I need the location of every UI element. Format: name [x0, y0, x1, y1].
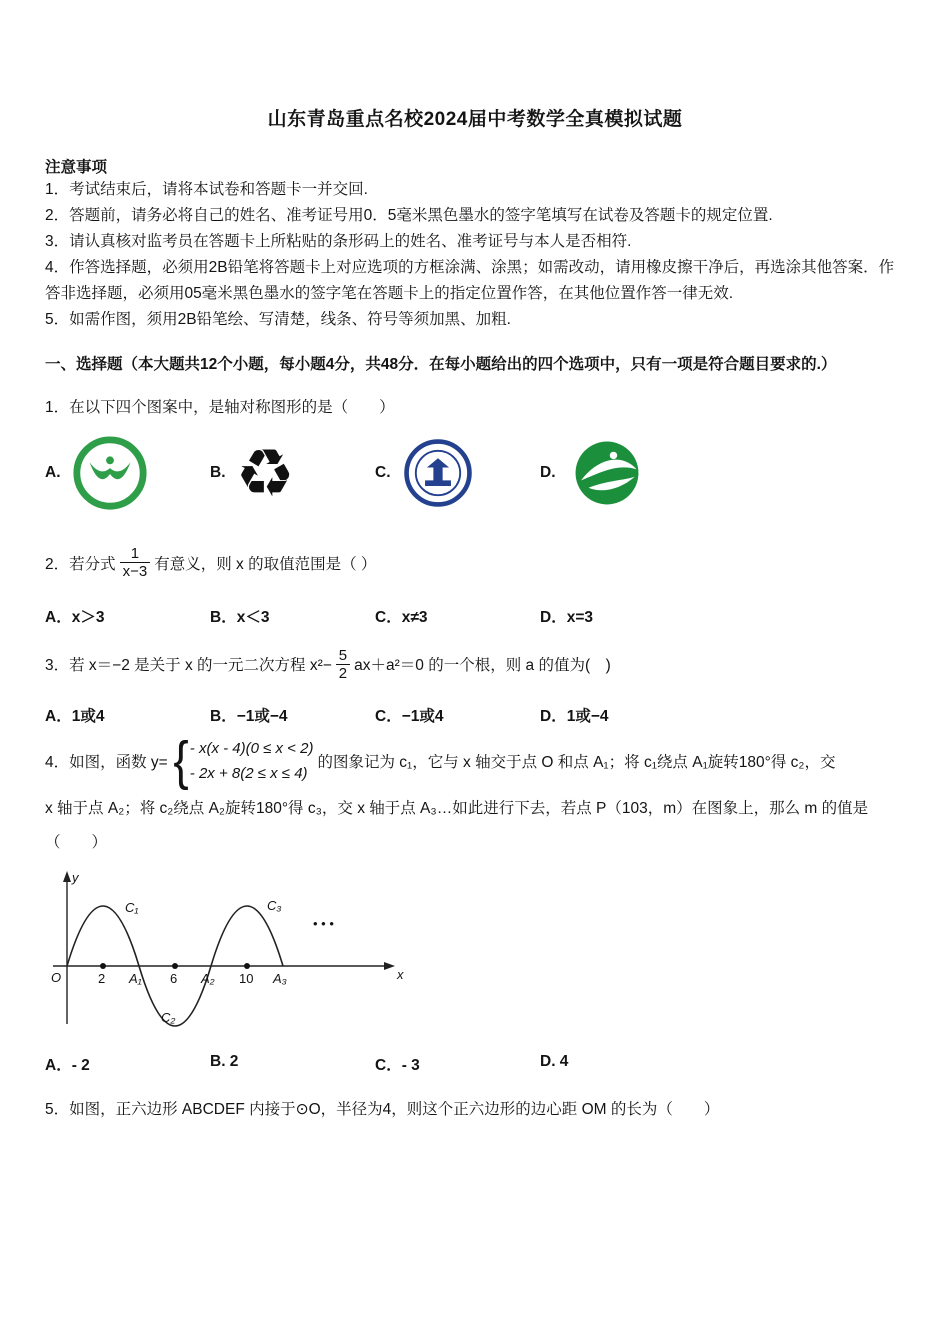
question-2-options — [45, 605, 905, 627]
fraction-numerator: 1 — [130, 545, 140, 562]
question-1-text: 1．在以下四个图案中，是轴对称图形的是（ ） — [45, 399, 395, 416]
question-3-fraction — [336, 647, 350, 683]
option-c-label: C. — [375, 464, 391, 481]
recycle-symbol-icon: ♻ — [235, 436, 295, 510]
notice-item-4: 4．作答选择题，必须用2B铅笔将答题卡上对应选项的方框涂满、涂黑；如需改动，请用橡皮擦干净后，再选涂其他答案．作答非选择题，必须用05毫米黑色墨水的签字笔在答题卡上的指定位置作答，在其他位置作答一律无效. — [45, 259, 895, 302]
notice-item-1: 1．考试结束后，请将本试卷和答题卡一并交回. — [45, 181, 368, 198]
q3-option-d: D．1或−4 — [540, 708, 609, 725]
fraction-denominator: x−3 — [120, 562, 151, 580]
fraction-denominator: 2 — [336, 664, 350, 682]
x-axis-label: x — [397, 967, 404, 982]
curve-c1-label: C₁ — [125, 900, 139, 915]
point-a2-label: A₂ — [201, 971, 215, 986]
blue-emblem-logo-icon — [401, 436, 475, 510]
q3-option-c: C．−1或4 — [375, 708, 444, 725]
q4-option-c: C．- 3 — [375, 1057, 420, 1074]
q4-option-a: A．- 2 — [45, 1057, 90, 1074]
tick-2: 2 — [98, 971, 106, 986]
q4-option-b: B. 2 — [210, 1053, 239, 1070]
question-4-figure — [45, 866, 905, 1043]
option-d-label: D. — [540, 464, 556, 481]
fraction-numerator: 5 — [338, 646, 348, 664]
curve-c3-label: C₃ — [267, 898, 282, 913]
q2-option-d: D．x=3 — [540, 608, 593, 626]
x-axis-arrow — [384, 962, 395, 970]
question-3-post: ax＋a²＝0 的一个根，则 a 的值为( ) — [354, 657, 611, 675]
notice-item-5: 5．如需作图，须用2B铅笔绘、写清楚，线条、符号等须加黑、加粗. — [45, 311, 511, 328]
green-flower-logo-icon — [71, 434, 149, 512]
option-a-label: A. — [45, 464, 61, 481]
case-2: - 2x + 8(2 ≤ x ≤ 4) — [189, 765, 308, 782]
question-5-text: 5．如图，正六边形 ABCDEF 内接于⊙O，半径为4，则这个正六边形的边心距 OM 的长为（ ） — [45, 1101, 720, 1118]
question-2-fraction — [120, 545, 151, 581]
notice-item-2: 2．答题前，请务必将自己的姓名、准考证号用0．5毫米黑色墨水的签字笔填写在试卷及答题卡的规定位置. — [45, 207, 773, 224]
question-2-text — [45, 545, 905, 581]
left-brace: { — [173, 730, 189, 791]
piecewise-function — [172, 730, 314, 791]
point-a3-label: A₃ — [273, 971, 287, 986]
question-2-post: 有意义，则 x 的取值范围是（ ） — [154, 555, 377, 573]
tick-10: 10 — [239, 971, 254, 986]
q3-option-a: A．1或4 — [45, 708, 105, 725]
origin-label: O — [51, 970, 62, 985]
tick-6: 6 — [170, 971, 178, 986]
question-2-pre: 2．若分式 — [45, 555, 116, 573]
point-10-dot — [244, 963, 250, 969]
question-3-options — [45, 704, 905, 726]
q4-graph — [45, 866, 415, 1038]
question-3-pre: 3．若 x＝−2 是关于 x 的一元二次方程 x²− — [45, 657, 332, 675]
question-4-pre: 4．如图，函数 y= — [45, 754, 168, 771]
section-1-header: 一、选择题（本大题共12个小题，每小题4分，共48分．在每小题给出的四个选项中，只有一项是符合题目要求的.） — [45, 356, 837, 373]
question-1-option-a — [45, 434, 210, 512]
option-b-label: B. — [210, 464, 226, 481]
page-title: 山东青岛重点名校2024届中考数学全真模拟试题 — [267, 109, 683, 130]
q2-option-c: C．x≠3 — [375, 608, 428, 626]
question-3-text — [45, 647, 905, 683]
question-4-options — [45, 1053, 905, 1075]
question-1-options — [45, 427, 905, 519]
point-6-dot — [172, 963, 178, 969]
notice-item-3: 3．请认真核对监考员在答题卡上所粘贴的条形码上的姓名、准考证号与本人是否相符. — [45, 233, 632, 250]
question-1-option-b — [210, 434, 375, 512]
notice-header: 注意事项 — [45, 159, 108, 176]
point-2-dot — [100, 963, 106, 969]
question-1-option-d — [540, 436, 705, 510]
piecewise-cases — [190, 736, 314, 786]
question-4-text — [45, 730, 905, 791]
point-a1-label: A₁ — [129, 971, 142, 986]
y-axis-label: y — [72, 870, 79, 885]
question-1-option-c — [375, 436, 540, 510]
question-4-continuation: x 轴于点 A₂；将 c₂绕点 A₂旋转180°得 c₃，交 x 轴于点 A₃…如此进行下去，若点 P（103，m）在图象上，那么 m 的值是（ ） — [45, 800, 869, 851]
green-bird-logo-icon — [566, 436, 648, 510]
curve-c2-label: C₂ — [161, 1010, 176, 1025]
q2-option-a: A．x＞3 — [45, 608, 105, 626]
q2-option-b: B．x＜3 — [210, 608, 270, 626]
case-1: - x(x - 4)(0 ≤ x < 2) — [189, 740, 314, 757]
question-4-post1: 的图象记为 c₁，它与 x 轴交于点 O 和点 A₁；将 c₁绕点 A₁旋转180°得 c₂，交 — [317, 754, 836, 771]
y-axis-arrow — [63, 871, 71, 882]
q4-option-d: D. 4 — [540, 1053, 569, 1070]
q3-option-b: B．−1或−4 — [210, 708, 288, 725]
ellipsis-dots: • • • — [313, 916, 334, 931]
